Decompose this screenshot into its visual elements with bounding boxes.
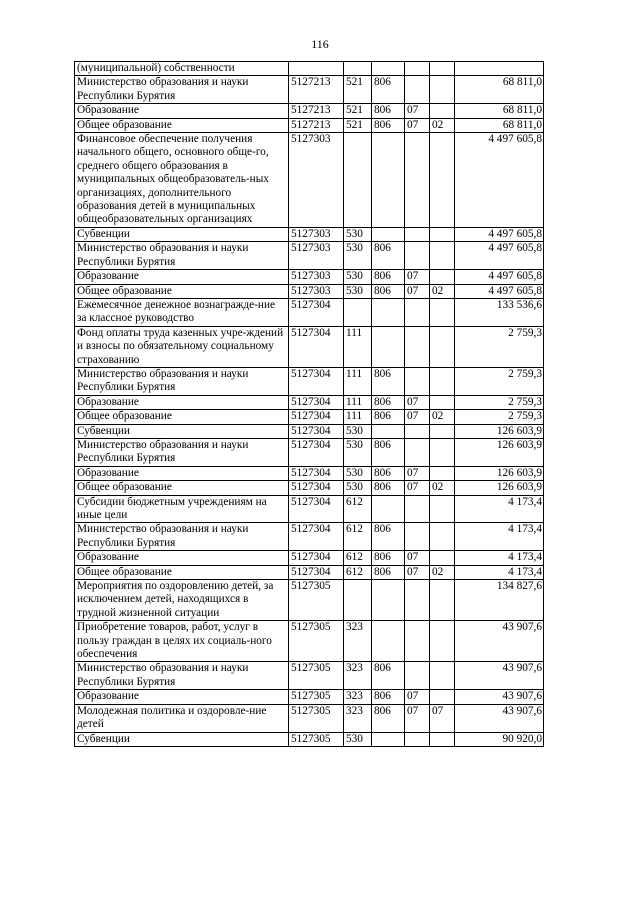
subsection-cell: 02 bbox=[430, 284, 455, 298]
amount-cell: 2 759,3 bbox=[455, 367, 544, 395]
ministry-code-cell: 806 bbox=[372, 104, 405, 118]
section-cell bbox=[405, 580, 430, 621]
ministry-code-cell: 806 bbox=[372, 466, 405, 480]
ministry-code-cell bbox=[372, 580, 405, 621]
target-code-cell: 5127305 bbox=[289, 732, 344, 746]
section-cell bbox=[405, 424, 430, 438]
item-name-cell: Образование bbox=[75, 395, 289, 409]
target-code-cell: 5127303 bbox=[289, 284, 344, 298]
ministry-code-cell: 806 bbox=[372, 551, 405, 565]
amount-cell: 4 497 605,8 bbox=[455, 227, 544, 241]
ministry-code-cell bbox=[372, 62, 405, 76]
subsection-cell bbox=[430, 495, 455, 523]
target-code-cell: 5127304 bbox=[289, 481, 344, 495]
subsection-cell: 02 bbox=[430, 565, 455, 579]
target-code-cell: 5127305 bbox=[289, 621, 344, 662]
table-row bbox=[75, 580, 544, 621]
amount-cell: 68 811,0 bbox=[455, 118, 544, 132]
item-name-cell: Общее образование bbox=[75, 284, 289, 298]
item-name-cell: Общее образование bbox=[75, 410, 289, 424]
table-row bbox=[75, 551, 544, 565]
item-name-cell: Министерство образования и науки Республики Бурятия bbox=[75, 662, 289, 690]
section-cell: 07 bbox=[405, 690, 430, 704]
subsection-cell bbox=[430, 732, 455, 746]
expense-type-cell: 530 bbox=[344, 424, 372, 438]
subsection-cell bbox=[430, 270, 455, 284]
expense-type-cell: 521 bbox=[344, 118, 372, 132]
table-row bbox=[75, 565, 544, 579]
section-cell: 07 bbox=[405, 395, 430, 409]
subsection-cell: 02 bbox=[430, 410, 455, 424]
section-cell: 07 bbox=[405, 704, 430, 732]
amount-cell: 4 173,4 bbox=[455, 523, 544, 551]
amount-cell: 126 603,9 bbox=[455, 481, 544, 495]
ministry-code-cell bbox=[372, 227, 405, 241]
expense-type-cell: 530 bbox=[344, 438, 372, 466]
item-name-cell: Субвенции bbox=[75, 227, 289, 241]
amount-cell: 126 603,9 bbox=[455, 438, 544, 466]
target-code-cell: 5127213 bbox=[289, 104, 344, 118]
subsection-cell bbox=[430, 523, 455, 551]
page-number: 116 bbox=[311, 37, 329, 51]
item-name-cell: Субвенции bbox=[75, 424, 289, 438]
subsection-cell bbox=[430, 438, 455, 466]
target-code-cell: 5127304 bbox=[289, 438, 344, 466]
section-cell bbox=[405, 621, 430, 662]
amount-cell: 43 907,6 bbox=[455, 662, 544, 690]
ministry-code-cell: 806 bbox=[372, 395, 405, 409]
subsection-cell bbox=[430, 395, 455, 409]
subsection-cell: 02 bbox=[430, 118, 455, 132]
section-cell: 07 bbox=[405, 270, 430, 284]
expense-type-cell: 111 bbox=[344, 395, 372, 409]
item-name-cell: Министерство образования и науки Республики Бурятия bbox=[75, 242, 289, 270]
amount-cell: 4 173,4 bbox=[455, 565, 544, 579]
item-name-cell: Министерство образования и науки Республики Бурятия bbox=[75, 523, 289, 551]
expense-type-cell: 612 bbox=[344, 551, 372, 565]
target-code-cell: 5127303 bbox=[289, 227, 344, 241]
amount-cell: 43 907,6 bbox=[455, 690, 544, 704]
item-name-cell: Образование bbox=[75, 466, 289, 480]
subsection-cell: 02 bbox=[430, 481, 455, 495]
subsection-cell bbox=[430, 662, 455, 690]
ministry-code-cell: 806 bbox=[372, 284, 405, 298]
amount-cell: 126 603,9 bbox=[455, 466, 544, 480]
amount-cell: 126 603,9 bbox=[455, 424, 544, 438]
item-name-cell: Мероприятия по оздоровлению детей, за исключением детей, находящихся в трудной жизненной ситуации bbox=[75, 580, 289, 621]
section-cell bbox=[405, 76, 430, 104]
expense-type-cell: 530 bbox=[344, 284, 372, 298]
section-cell bbox=[405, 242, 430, 270]
expense-type-cell: 323 bbox=[344, 621, 372, 662]
expense-type-cell: 323 bbox=[344, 690, 372, 704]
item-name-cell: Общее образование bbox=[75, 118, 289, 132]
section-cell bbox=[405, 732, 430, 746]
amount-cell: 134 827,6 bbox=[455, 580, 544, 621]
target-code-cell bbox=[289, 62, 344, 76]
item-name-cell: Общее образование bbox=[75, 481, 289, 495]
section-cell bbox=[405, 495, 430, 523]
amount-cell: 90 920,0 bbox=[455, 732, 544, 746]
section-cell bbox=[405, 227, 430, 241]
target-code-cell: 5127303 bbox=[289, 242, 344, 270]
target-code-cell: 5127305 bbox=[289, 662, 344, 690]
target-code-cell: 5127304 bbox=[289, 410, 344, 424]
subsection-cell bbox=[430, 551, 455, 565]
item-name-cell: Приобретение товаров, работ, услуг в пользу граждан в целях их социаль-ного обеспечения bbox=[75, 621, 289, 662]
target-code-cell: 5127304 bbox=[289, 495, 344, 523]
table-row bbox=[75, 227, 544, 241]
table-row bbox=[75, 367, 544, 395]
ministry-code-cell: 806 bbox=[372, 367, 405, 395]
expense-type-cell bbox=[344, 580, 372, 621]
section-cell bbox=[405, 133, 430, 228]
table-row bbox=[75, 466, 544, 480]
expense-type-cell bbox=[344, 298, 372, 326]
target-code-cell: 5127304 bbox=[289, 565, 344, 579]
target-code-cell: 5127305 bbox=[289, 704, 344, 732]
table-row bbox=[75, 481, 544, 495]
expense-type-cell: 111 bbox=[344, 367, 372, 395]
ministry-code-cell: 806 bbox=[372, 410, 405, 424]
target-code-cell: 5127304 bbox=[289, 466, 344, 480]
table-row bbox=[75, 284, 544, 298]
ministry-code-cell: 806 bbox=[372, 662, 405, 690]
target-code-cell: 5127304 bbox=[289, 424, 344, 438]
amount-cell: 2 759,3 bbox=[455, 395, 544, 409]
target-code-cell: 5127304 bbox=[289, 523, 344, 551]
expense-type-cell: 612 bbox=[344, 523, 372, 551]
table-row bbox=[75, 732, 544, 746]
ministry-code-cell: 806 bbox=[372, 704, 405, 732]
ministry-code-cell: 806 bbox=[372, 270, 405, 284]
section-cell: 07 bbox=[405, 104, 430, 118]
subsection-cell bbox=[430, 242, 455, 270]
section-cell: 07 bbox=[405, 481, 430, 495]
amount-cell: 68 811,0 bbox=[455, 76, 544, 104]
expense-type-cell: 612 bbox=[344, 495, 372, 523]
item-name-cell: Образование bbox=[75, 270, 289, 284]
table-row bbox=[75, 495, 544, 523]
target-code-cell: 5127304 bbox=[289, 298, 344, 326]
target-code-cell: 5127303 bbox=[289, 133, 344, 228]
table-row bbox=[75, 662, 544, 690]
table-row bbox=[75, 410, 544, 424]
item-name-cell: Образование bbox=[75, 690, 289, 704]
table-row bbox=[75, 690, 544, 704]
item-name-cell: Финансовое обеспечение получения начального общего, основного обще-го, среднего общего образования в муниципальных общеобразователь-ных организациях, дополнительного образования детей в муниципальных общеобразовательных организациях bbox=[75, 133, 289, 228]
ministry-code-cell: 806 bbox=[372, 523, 405, 551]
expense-type-cell: 530 bbox=[344, 732, 372, 746]
subsection-cell bbox=[430, 367, 455, 395]
subsection-cell bbox=[430, 227, 455, 241]
target-code-cell: 5127304 bbox=[289, 367, 344, 395]
expense-type-cell bbox=[344, 133, 372, 228]
amount-cell: 43 907,6 bbox=[455, 704, 544, 732]
target-code-cell: 5127213 bbox=[289, 118, 344, 132]
section-cell bbox=[405, 367, 430, 395]
table-row bbox=[75, 118, 544, 132]
target-code-cell: 5127305 bbox=[289, 580, 344, 621]
expense-type-cell bbox=[344, 62, 372, 76]
table-row bbox=[75, 326, 544, 367]
section-cell bbox=[405, 298, 430, 326]
table-row bbox=[75, 395, 544, 409]
amount-cell: 133 536,6 bbox=[455, 298, 544, 326]
section-cell: 07 bbox=[405, 466, 430, 480]
subsection-cell: 07 bbox=[430, 704, 455, 732]
section-cell: 07 bbox=[405, 284, 430, 298]
expense-type-cell: 521 bbox=[344, 76, 372, 104]
amount-cell bbox=[455, 62, 544, 76]
ministry-code-cell bbox=[372, 424, 405, 438]
target-code-cell: 5127304 bbox=[289, 326, 344, 367]
table-row bbox=[75, 298, 544, 326]
item-name-cell: Молодежная политика и оздоровле-ние детей bbox=[75, 704, 289, 732]
ministry-code-cell: 806 bbox=[372, 242, 405, 270]
table-row bbox=[75, 621, 544, 662]
ministry-code-cell bbox=[372, 133, 405, 228]
expense-type-cell: 521 bbox=[344, 104, 372, 118]
subsection-cell bbox=[430, 621, 455, 662]
item-name-cell: Субсидии бюджетным учреждениям на иные цели bbox=[75, 495, 289, 523]
subsection-cell bbox=[430, 690, 455, 704]
amount-cell: 2 759,3 bbox=[455, 410, 544, 424]
ministry-code-cell: 806 bbox=[372, 118, 405, 132]
ministry-code-cell: 806 bbox=[372, 565, 405, 579]
item-name-cell: (муниципальной) собственности bbox=[75, 62, 289, 76]
expense-type-cell: 530 bbox=[344, 242, 372, 270]
item-name-cell: Ежемесячное денежное вознагражде-ние за классное руководство bbox=[75, 298, 289, 326]
section-cell: 07 bbox=[405, 551, 430, 565]
table-row bbox=[75, 424, 544, 438]
amount-cell: 4 497 605,8 bbox=[455, 284, 544, 298]
amount-cell: 4 497 605,8 bbox=[455, 242, 544, 270]
expense-type-cell: 111 bbox=[344, 326, 372, 367]
amount-cell: 4 173,4 bbox=[455, 551, 544, 565]
section-cell bbox=[405, 523, 430, 551]
table-row bbox=[75, 523, 544, 551]
section-cell bbox=[405, 326, 430, 367]
expense-type-cell: 323 bbox=[344, 662, 372, 690]
table-row bbox=[75, 62, 544, 76]
table-row bbox=[75, 133, 544, 228]
ministry-code-cell bbox=[372, 326, 405, 367]
ministry-code-cell bbox=[372, 732, 405, 746]
amount-cell: 43 907,6 bbox=[455, 621, 544, 662]
table-row bbox=[75, 242, 544, 270]
table-row bbox=[75, 438, 544, 466]
section-cell bbox=[405, 662, 430, 690]
subsection-cell bbox=[430, 76, 455, 104]
ministry-code-cell bbox=[372, 621, 405, 662]
item-name-cell: Образование bbox=[75, 551, 289, 565]
item-name-cell: Министерство образования и науки Республики Бурятия bbox=[75, 438, 289, 466]
table-row bbox=[75, 704, 544, 732]
item-name-cell: Фонд оплаты труда казенных учре-ждений и взносы по обязательному социальному страхованию bbox=[75, 326, 289, 367]
expense-type-cell: 612 bbox=[344, 565, 372, 579]
expense-type-cell: 530 bbox=[344, 227, 372, 241]
ministry-code-cell: 806 bbox=[372, 76, 405, 104]
section-cell: 07 bbox=[405, 118, 430, 132]
amount-cell: 4 497 605,8 bbox=[455, 270, 544, 284]
subsection-cell bbox=[430, 466, 455, 480]
table-row bbox=[75, 270, 544, 284]
section-cell bbox=[405, 438, 430, 466]
target-code-cell: 5127304 bbox=[289, 395, 344, 409]
subsection-cell bbox=[430, 104, 455, 118]
target-code-cell: 5127303 bbox=[289, 270, 344, 284]
subsection-cell bbox=[430, 326, 455, 367]
item-name-cell: Общее образование bbox=[75, 565, 289, 579]
expense-type-cell: 530 bbox=[344, 481, 372, 495]
expense-type-cell: 530 bbox=[344, 270, 372, 284]
table-row bbox=[75, 104, 544, 118]
amount-cell: 4 173,4 bbox=[455, 495, 544, 523]
expense-type-cell: 530 bbox=[344, 466, 372, 480]
subsection-cell bbox=[430, 298, 455, 326]
amount-cell: 2 759,3 bbox=[455, 326, 544, 367]
subsection-cell bbox=[430, 133, 455, 228]
ministry-code-cell: 806 bbox=[372, 481, 405, 495]
subsection-cell bbox=[430, 62, 455, 76]
item-name-cell: Министерство образования и науки Республики Бурятия bbox=[75, 367, 289, 395]
ministry-code-cell: 806 bbox=[372, 690, 405, 704]
amount-cell: 68 811,0 bbox=[455, 104, 544, 118]
section-cell: 07 bbox=[405, 565, 430, 579]
target-code-cell: 5127304 bbox=[289, 551, 344, 565]
budget-table bbox=[74, 61, 544, 747]
ministry-code-cell bbox=[372, 495, 405, 523]
item-name-cell: Субвенции bbox=[75, 732, 289, 746]
expense-type-cell: 111 bbox=[344, 410, 372, 424]
subsection-cell bbox=[430, 424, 455, 438]
target-code-cell: 5127305 bbox=[289, 690, 344, 704]
target-code-cell: 5127213 bbox=[289, 76, 344, 104]
item-name-cell: Министерство образования и науки Республики Бурятия bbox=[75, 76, 289, 104]
section-cell: 07 bbox=[405, 410, 430, 424]
amount-cell: 4 497 605,8 bbox=[455, 133, 544, 228]
subsection-cell bbox=[430, 580, 455, 621]
table-row bbox=[75, 76, 544, 104]
ministry-code-cell bbox=[372, 298, 405, 326]
section-cell bbox=[405, 62, 430, 76]
ministry-code-cell: 806 bbox=[372, 438, 405, 466]
expense-type-cell: 323 bbox=[344, 704, 372, 732]
item-name-cell: Образование bbox=[75, 104, 289, 118]
